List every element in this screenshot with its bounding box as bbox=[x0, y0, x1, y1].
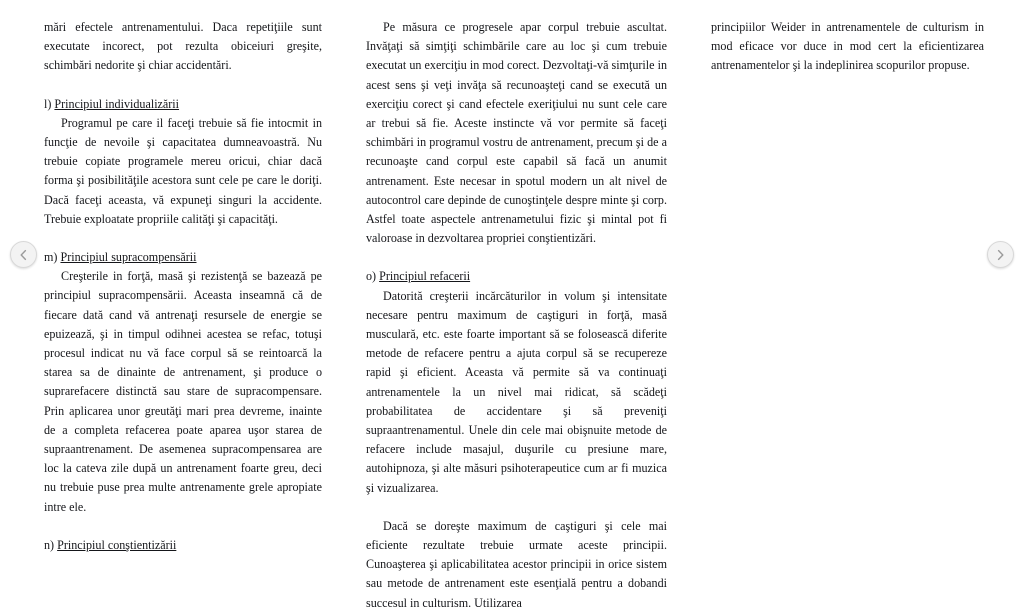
chevron-right-icon bbox=[996, 249, 1005, 261]
section-heading-label: l) bbox=[44, 96, 52, 111]
text-column-left bbox=[0, 18, 340, 552]
section-heading-title: Principiul conştientizării bbox=[57, 537, 177, 552]
paragraph: Creşterile in forţă, masă şi rezistenţă se bazează pe principiul supracompensării. Aceasta inseamnă că de fiecare dată cand vă antrenaţi resursele de energie se epuizează, şi in timpul odihnei acestea se refac, totuşi procesul indicat nu vă face corpul să se reintoarcă la starea sa de dinainte de antrenament, şi produce o suprarefacere distinctă sau stare de supracompensare. Prin aplicarea unor greutăţi mari prea devreme, inainte de a completa refacerea poate aparea uşor starea de supraantrenament. De asemenea supracompensarea are loc la cateva zile după un antrenament foarte greu, deci nu trebuie puse prea multe antrenamente grele apropiate intre ele. bbox=[44, 269, 322, 514]
chevron-left-icon bbox=[19, 249, 28, 261]
text-column-middle bbox=[340, 18, 685, 610]
paragraph: Dacă se doreşte maximum de caştiguri şi cele mai eficiente rezultate trebuie urmate aceste principii. Cunoaşterea şi aplicabilitatea acestor principii in orice sistem sau metode de antrenament este esenţială pentru a dobandi succesul in culturism. Utilizarea bbox=[366, 518, 667, 610]
section-heading-title: Principiul individualizării bbox=[54, 96, 180, 111]
paragraph: Pe măsura ce progresele apar corpul trebuie ascultat. Invăţaţi să simţiţi schimbările care au loc şi cum trebuie executat un exerciţiu in mod corect. Dezvoltaţi-vă simţurile in acest sens şi veţi invăţa să recunoaşteţi cand se execută un exerciţiu corect şi cand efectele exeriţiului nu sunt cele care ar trebui să fie. Aceste instincte vă vor permite să faceţi schimbări in programul vostru de antrenament, precum şi de a recunoaşte cand corpul este capabil să facă un anumit antrenament. Este necesar in spotul modern un alt nivel de autocontrol care depinde de cunoştinţele despre minte şi corp. Astfel toate aspectele antrenametului fizic şi mintal pot fi valoroase in dezvoltarea propriei conştientizări. bbox=[366, 20, 667, 246]
section-heading-label: m) bbox=[44, 250, 58, 265]
section-heading-title: Principiul refacerii bbox=[379, 269, 471, 284]
paragraph: mări efectele antrenamentului. Daca repetiţiile sunt executate incorect, pot rezulta obiceiuri greşite, schimbări nedorite şi chiar accidentări. bbox=[44, 20, 322, 73]
previous-page-button[interactable] bbox=[10, 241, 37, 268]
section-heading bbox=[44, 536, 322, 555]
next-page-button[interactable] bbox=[987, 241, 1014, 268]
section-heading bbox=[44, 248, 322, 267]
paragraph: Datorită creşterii incărcăturilor in volum şi intensitate necesare pentru maximum de caştiguri in forţă, masă musculară, etc. este foarte important să se folosească diferite metode de refacere pentru a ajuta corpul să se recupereze rapid şi eficient. Aceasta vă permite să va continuaţi antrenamentele la un nivel mai ridicat, să scădeţi probabilitatea de accidentare şi să preveniţi supraantrenamentul. Unele din cele mai obişnuite metode de refacere include masajul, duşurile cu presiune mare, autohipnoza, şi alte măsuri psihoterapeutice cum ar fi muzica şi vizualizarea. bbox=[366, 288, 667, 495]
paragraph: principiilor Weider in antrenamentele de culturism in mod eficace vor duce in mod cert la eficientizarea antrenamentelor şi la indeplinirea scopurilor propuse. bbox=[711, 20, 984, 73]
section-heading bbox=[44, 95, 322, 114]
section-heading-label: n) bbox=[44, 537, 55, 552]
section-heading-title: Principiul supracompensării bbox=[60, 250, 197, 265]
section-heading-label: o) bbox=[366, 269, 377, 284]
paragraph: Programul pe care il faceţi trebuie să fie intocmit in funcţie de nevoile şi capacitatea dumneavoastră. Nu trebuie copiate programele mereu oricui, chiar dacă forma şi posibilităţile acestora sunt cele pe care le doriţi. Dacă faceţi aceasta, vă expuneţi singuri la accidente. Trebuie exploatate propriile calităţi şi capacităţi. bbox=[44, 115, 322, 226]
text-column-right bbox=[685, 18, 1024, 507]
section-heading bbox=[366, 267, 667, 286]
